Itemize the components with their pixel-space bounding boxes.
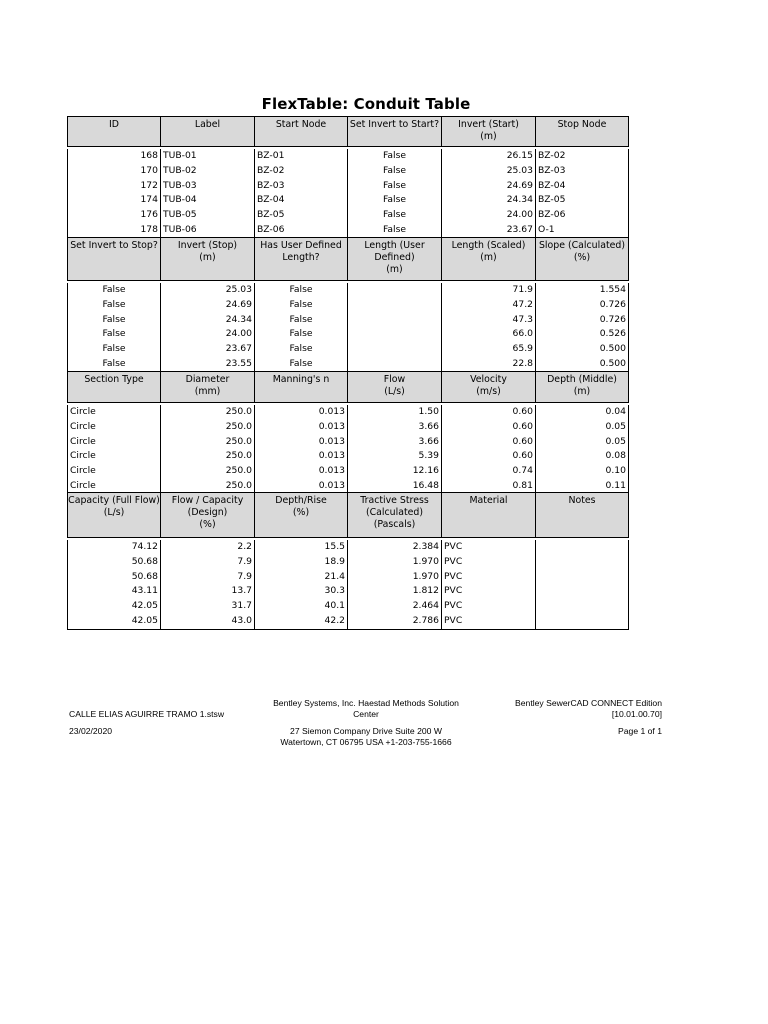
table-cell: 43.11: [131, 585, 158, 597]
table-cell: 0.013: [318, 465, 345, 477]
column-header: Invert (Start) (m): [441, 117, 535, 146]
table-cell: False: [382, 179, 407, 191]
table-cell: False: [102, 328, 126, 340]
table-cell: False: [289, 357, 313, 369]
table-cell: 250.0: [225, 479, 252, 491]
table-cell: 47.3: [512, 313, 533, 325]
table-cell: TUB-03: [163, 179, 197, 191]
table-cell: 43.0: [231, 614, 252, 626]
column-header: Invert (Stop) (m): [160, 238, 254, 280]
table-cell: TUB-01: [163, 150, 197, 161]
table-cell: 250.0: [225, 420, 252, 432]
table-column: [535, 283, 629, 372]
table-cell: 12.16: [412, 465, 439, 477]
table-cell: [538, 584, 628, 599]
table-header-row: [67, 116, 629, 147]
table-cell: 24.69: [506, 179, 533, 191]
table-column: [535, 405, 629, 494]
table-cell: 0.05: [605, 435, 626, 447]
table-cell: 0.726: [599, 298, 626, 310]
table-cell: 250.0: [225, 465, 252, 477]
table-columns: [67, 283, 629, 372]
table-cell: 250.0: [225, 435, 252, 447]
table-cell: 1.970: [412, 570, 439, 582]
table-cell: [348, 283, 439, 298]
table-cell: 2.464: [412, 600, 439, 612]
column-header: Label: [160, 117, 254, 146]
table-cell: 0.726: [599, 313, 626, 325]
table-cell: 0.11: [605, 479, 626, 491]
table-cell: 2.2: [237, 541, 252, 552]
table-cell: 71.9: [512, 284, 533, 295]
table-section-1: [67, 116, 629, 239]
table-cell: 0.500: [599, 357, 626, 369]
table-cell: BZ-04: [257, 194, 285, 206]
table-cell: PVC: [444, 585, 463, 597]
table-cell: 18.9: [324, 555, 345, 567]
table-cell: False: [382, 150, 407, 161]
table-cell: BZ-03: [538, 164, 566, 176]
table-cell: PVC: [444, 614, 463, 626]
table-cell: 0.08: [605, 450, 626, 462]
table-cell: BZ-05: [257, 209, 285, 221]
column-header: Depth (Middle) (m): [535, 372, 629, 402]
column-header: Stop Node: [535, 117, 629, 146]
table-cell: 65.9: [512, 343, 533, 355]
footer-file: CALLE ELIAS AGUIRRE TRAMO 1.stsw: [69, 709, 225, 719]
table-cell: 250.0: [225, 406, 252, 417]
table-column: [160, 149, 254, 238]
table-cell: 1.970: [412, 555, 439, 567]
table-cell: 24.34: [225, 313, 252, 325]
table-cell: [348, 313, 439, 328]
table-cell: 172: [140, 179, 158, 191]
table-cell: 24.00: [506, 209, 533, 221]
table-cell: Circle: [70, 479, 96, 491]
table-column: [347, 283, 441, 372]
table-column: [441, 405, 535, 494]
column-header: Flow / Capacity (Design) (%): [160, 493, 254, 537]
table-cell: 250.0: [225, 450, 252, 462]
table-section-3: [67, 371, 629, 495]
table-cell: 5.39: [418, 450, 439, 462]
table-cell: 0.013: [318, 420, 345, 432]
table-cell: 26.15: [506, 150, 533, 161]
table-cell: False: [289, 298, 313, 310]
column-header: Diameter (mm): [160, 372, 254, 402]
table-cell: False: [102, 298, 126, 310]
table-cell: [348, 357, 439, 372]
table-cell: PVC: [444, 570, 463, 582]
table-cell: 25.03: [225, 284, 252, 295]
table-cell: PVC: [444, 555, 463, 567]
column-header: Slope (Calculated) (%): [535, 238, 629, 280]
table-cell: [538, 570, 628, 585]
table-columns: [67, 405, 629, 494]
footer-page-number: Page 1 of 1: [618, 726, 662, 736]
footer-address-line2: Watertown, CT 06795 USA +1-203-755-1666: [280, 737, 452, 747]
table-cell: 22.8: [512, 357, 533, 369]
footer-product: [462, 698, 662, 720]
table-cell: [348, 342, 439, 357]
table-cell: 1.50: [418, 406, 439, 417]
table-cell: O-1: [538, 223, 555, 235]
table-cell: 31.7: [231, 600, 252, 612]
table-cell: Circle: [70, 420, 96, 432]
table-cell: 7.9: [237, 555, 252, 567]
table-cell: False: [382, 209, 407, 221]
table-column: [441, 149, 535, 238]
table-cell: 1.812: [412, 585, 439, 597]
table-cell: 0.60: [512, 450, 533, 462]
table-cell: 24.69: [225, 298, 252, 310]
table-cell: False: [289, 328, 313, 340]
footer-date: 23/02/2020: [69, 726, 113, 736]
table-cell: 50.68: [131, 555, 158, 567]
column-header: Has User Defined Length?: [254, 238, 347, 280]
table-cell: 66.0: [512, 328, 533, 340]
table-header-row: [67, 492, 629, 538]
table-cell: Circle: [70, 435, 96, 447]
column-header: Notes: [535, 493, 629, 537]
table-cell: 0.013: [318, 450, 345, 462]
footer-address-line1: 27 Siemon Company Drive Suite 200 W: [290, 726, 442, 736]
table-column: [441, 283, 535, 372]
table-cell: 23.55: [225, 357, 252, 369]
table-cell: 50.68: [131, 570, 158, 582]
table-cell: 0.500: [599, 343, 626, 355]
table-cell: 24.00: [225, 328, 252, 340]
table-cell: 0.74: [512, 465, 533, 477]
table-cell: Circle: [70, 450, 96, 462]
table-cell: 0.05: [605, 420, 626, 432]
table-cell: 0.013: [318, 406, 345, 417]
column-header: Section Type: [67, 372, 160, 402]
table-cell: BZ-06: [257, 223, 285, 235]
table-cell: PVC: [444, 541, 463, 552]
table-cell: 23.67: [506, 223, 533, 235]
column-header: Length (Scaled) (m): [441, 238, 535, 280]
table-header-row: [67, 237, 629, 281]
table-column: [535, 149, 629, 238]
table-cell: TUB-05: [163, 209, 197, 221]
table-cell: PVC: [444, 600, 463, 612]
table-cell: BZ-03: [257, 179, 285, 191]
table-cell: BZ-06: [538, 209, 566, 221]
table-cell: 0.60: [512, 420, 533, 432]
page-title: FlexTable: Conduit Table: [261, 95, 471, 113]
table-cell: 42.05: [131, 614, 158, 626]
table-section-4: [67, 492, 629, 630]
table-column: [347, 405, 441, 494]
table-column: [160, 540, 254, 629]
table-cell: 3.66: [418, 420, 439, 432]
column-header: Flow (L/s): [347, 372, 441, 402]
table-cell: BZ-02: [257, 164, 285, 176]
table-cell: 15.5: [324, 541, 345, 552]
column-header: Length (User Defined) (m): [347, 238, 441, 280]
table-cell: 7.9: [237, 570, 252, 582]
table-cell: TUB-02: [163, 164, 197, 176]
table-cell: [348, 298, 439, 313]
table-cell: 2.786: [412, 614, 439, 626]
column-header: Set Invert to Start?: [347, 117, 441, 146]
table-cell: 170: [140, 164, 158, 176]
table-cell: 47.2: [512, 298, 533, 310]
column-header: Manning's n: [254, 372, 347, 402]
column-header: Velocity (m/s): [441, 372, 535, 402]
table-column: [254, 283, 347, 372]
table-cell: False: [289, 284, 313, 295]
footer-version: [10.01.00.70]: [611, 709, 662, 719]
table-column: [67, 283, 160, 372]
table-cell: 3.66: [418, 435, 439, 447]
table-cell: 1.554: [599, 284, 626, 295]
table-body: [67, 147, 629, 239]
table-cell: BZ-01: [257, 150, 285, 161]
table-cell: 24.34: [506, 194, 533, 206]
column-header: Tractive Stress (Calculated) (Pascals): [347, 493, 441, 537]
table-body: [67, 403, 629, 495]
table-cell: 16.48: [412, 479, 439, 491]
table-cell: 0.60: [512, 406, 533, 417]
table-cell: 0.81: [512, 479, 533, 491]
table-body: [67, 281, 629, 373]
table-column: [254, 540, 347, 629]
column-header: Depth/Rise (%): [254, 493, 347, 537]
table-cell: False: [382, 194, 407, 206]
table-cell: False: [289, 313, 313, 325]
table-column: [160, 283, 254, 372]
footer-address: [260, 726, 472, 748]
table-cell: False: [382, 223, 407, 235]
column-header: Material: [441, 493, 535, 537]
table-cell: 40.1: [324, 600, 345, 612]
table-cell: 0.04: [605, 406, 626, 417]
table-column: [67, 540, 160, 629]
table-cell: 174: [140, 194, 158, 206]
table-cell: 0.526: [599, 328, 626, 340]
table-header-row: [67, 371, 629, 403]
table-cell: 21.4: [324, 570, 345, 582]
table-cell: 2.384: [412, 541, 439, 552]
table-cell: Circle: [70, 465, 96, 477]
column-header: Capacity (Full Flow) (L/s): [67, 493, 160, 537]
table-cell: 13.7: [231, 585, 252, 597]
table-cell: TUB-06: [163, 223, 197, 235]
table-cell: False: [102, 343, 126, 355]
table-cell: 30.3: [324, 585, 345, 597]
table-body: [67, 538, 629, 630]
table-cell: 25.03: [506, 164, 533, 176]
table-column: [160, 405, 254, 494]
table-cell: 42.05: [131, 600, 158, 612]
table-cell: False: [102, 357, 126, 369]
table-cell: [538, 599, 628, 614]
table-cell: BZ-05: [538, 194, 566, 206]
table-columns: [67, 540, 629, 629]
table-cell: 0.013: [318, 479, 345, 491]
table-cell: False: [289, 343, 313, 355]
footer-company-line2: Center: [353, 709, 379, 719]
table-cell: False: [102, 313, 126, 325]
table-cell: BZ-02: [538, 150, 566, 161]
table-cell: False: [382, 164, 407, 176]
table-column: [441, 540, 535, 629]
table-column: [67, 405, 160, 494]
table-cell: False: [102, 284, 126, 295]
table-cell: 74.12: [131, 541, 158, 552]
table-cell: TUB-04: [163, 194, 197, 206]
column-header: ID: [67, 117, 160, 146]
table-column: [347, 540, 441, 629]
table-column: [535, 540, 629, 629]
table-cell: 0.60: [512, 435, 533, 447]
table-cell: [538, 555, 628, 570]
table-cell: BZ-04: [538, 179, 566, 191]
table-column: [347, 149, 441, 238]
footer-company: [260, 698, 472, 720]
table-cell: [538, 614, 628, 629]
table-cell: [538, 540, 628, 555]
table-section-2: [67, 237, 629, 373]
table-column: [254, 149, 347, 238]
table-columns: [67, 149, 629, 238]
column-header: Set Invert to Stop?: [67, 238, 160, 280]
table-cell: Circle: [70, 406, 96, 417]
table-cell: 178: [140, 223, 158, 235]
table-cell: 168: [140, 150, 158, 161]
table-cell: 23.67: [225, 343, 252, 355]
footer-company-line1: Bentley Systems, Inc. Haestad Methods Solution: [273, 698, 459, 708]
column-header: Start Node: [254, 117, 347, 146]
table-cell: 42.2: [324, 614, 345, 626]
table-cell: 0.013: [318, 435, 345, 447]
table-cell: 176: [140, 209, 158, 221]
table-column: [254, 405, 347, 494]
footer-product-name: Bentley SewerCAD CONNECT Edition: [515, 698, 662, 708]
table-column: [67, 149, 160, 238]
table-cell: 0.10: [605, 465, 626, 477]
table-cell: [348, 327, 439, 342]
